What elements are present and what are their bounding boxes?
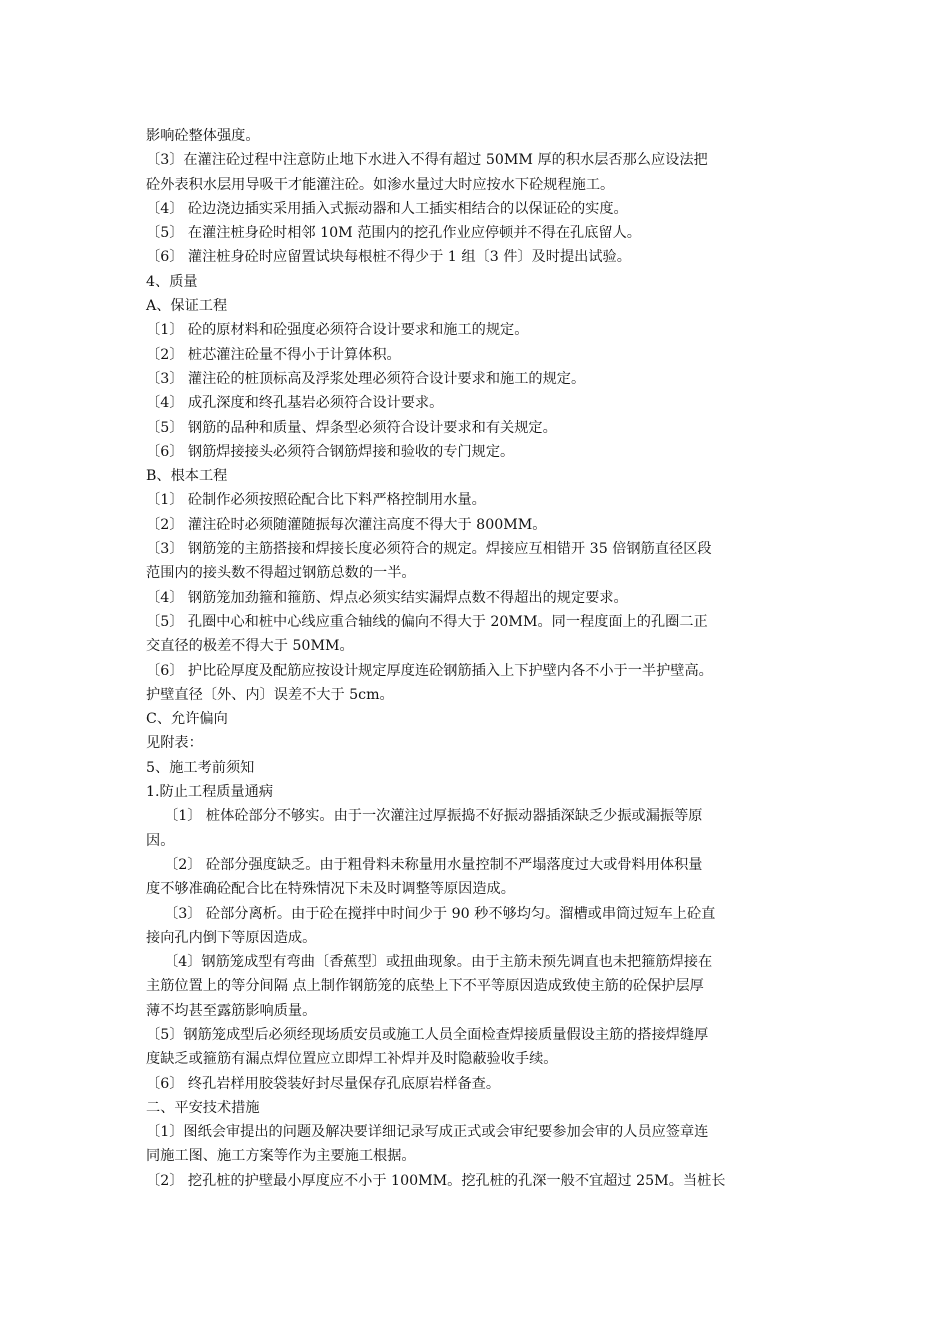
text-line: 〔3〕 砼部分离析。由于砼在搅拌中时间少于 90 秒不够均匀。溜槽或串筒过短车上砼直 [164, 905, 716, 922]
text-line: 〔6〕 终孔岩样用胶袋装好封尽量保存孔底原岩样备查。 [146, 1075, 501, 1092]
text-line: 〔2〕 砼部分强度缺乏。由于粗骨料未称量用水量控制不严塌落度过大或骨料用体积量 [164, 856, 703, 873]
text-line: 〔5〕 孔圈中心和桩中心线应重合轴线的偏向不得大于 20MM。同一程度面上的孔圈二正 [146, 613, 708, 630]
text-line: 接向孔内倒下等原因造成。 [146, 929, 317, 946]
text-line: 〔6〕 灌注桩身砼时应留置试块每根桩不得少于 1 组〔3 件〕及时提出试验。 [146, 249, 631, 266]
text-line: 〔3〕 钢筋笼的主筋搭接和焊接长度必须符合的规定。焊接应互相错开 35 倍钢筋直径区段 [146, 541, 712, 558]
text-line: 度缺乏或箍筋有漏点焊位置应立即焊工补焊并及时隐蔽验收手续。 [146, 1051, 558, 1068]
text-line: 〔4〕钢筋笼成型有弯曲〔香蕉型〕或扭曲现象。由于主筋未预先调直也未把箍筋焊接在 [164, 954, 713, 971]
text-line: 〔5〕钢筋笼成型后必须经现场质安员或施工人员全面检查焊接质量假设主筋的搭接焊缝厚 [146, 1026, 709, 1043]
text-line: 〔4〕 钢筋笼加劲箍和箍筋、焊点必须实结实漏焊点数不得超出的规定要求。 [146, 589, 628, 606]
subsection-heading: A、保证工程 [146, 298, 228, 315]
text-line: 〔1〕图纸会审提出的问题及解决要详细记录写成正式或会审纪要参加会审的人员应签章连 [146, 1124, 709, 1141]
text-line: 因。 [146, 832, 175, 849]
text-line: 砼外表积水层用导吸干才能灌注砼。如渗水量过大时应按水下砼规程施工。 [146, 176, 615, 193]
section-heading: 二、平安技术措施 [146, 1099, 260, 1116]
text-line: 见附表： [146, 735, 203, 752]
text-line: 范围内的接头数不得超过钢筋总数的一半。 [146, 565, 416, 582]
text-line: 〔3〕在灌注砼过程中注意防止地下水进入不得有超过 50MM 厚的积水层否那么应设法把 [146, 152, 708, 169]
text-line: 〔1〕 砼的原材料和砼强度必须符合设计要求和施工的规定。 [146, 322, 529, 339]
text-line: 〔1〕 砼制作必须按照砼配合比下料严格控制用水量。 [146, 492, 486, 509]
text-line: 〔2〕 挖孔桩的护壁最小厚度应不小于 100MM。挖孔桩的孔深一般不宜超过 25M。当桩长 [146, 1172, 726, 1189]
subsection-heading: 1.防止工程质量通病 [146, 784, 274, 801]
text-line: 〔5〕 钢筋的品种和质量、焊条型必须符合设计要求和有关规定。 [146, 419, 557, 436]
text-line: 〔5〕 在灌注桩身砼时相邻 10M 范围内的挖孔作业应停顿并不得在孔底留人。 [146, 225, 641, 242]
text-line: 薄不均甚至露筋影响质量。 [146, 1002, 317, 1019]
text-line: 主筋位置上的等分间隔 点上制作钢筋笼的底垫上下不平等原因造成致使主筋的砼保护层厚 [146, 978, 704, 995]
text-line: 〔6〕 护比砼厚度及配筋应按设计规定厚度连砼钢筋插入上下护壁内各不小于一半护壁高。 [146, 662, 713, 679]
subsection-heading: C、允许偏向 [146, 711, 228, 728]
text-line: 〔6〕 钢筋焊接接头必须符合钢筋焊接和验收的专门规定。 [146, 443, 515, 460]
text-line: 〔1〕 桩体砼部分不够实。由于一次灌注过厚振捣不好振动器插深缺乏少振或漏振等原 [164, 808, 703, 825]
text-line: 同施工图、施工方案等作为主要施工根据。 [146, 1148, 416, 1165]
text-line: 〔2〕 灌注砼时必须随灌随振每次灌注高度不得大于 800MM。 [146, 516, 547, 533]
text-line: 护壁直径〔外、内〕误差不大于 5cm。 [146, 686, 394, 703]
document-body [146, 124, 821, 1193]
text-line: 〔2〕 桩芯灌注砼量不得小于计算体积。 [146, 346, 401, 363]
text-line: 〔3〕 灌注砼的桩顶标高及浮浆处理必须符合设计要求和施工的规定。 [146, 370, 586, 387]
text-line: 〔4〕 砼边浇边插实采用插入式振动器和人工插实相结合的以保证砼的实度。 [146, 200, 628, 217]
section-heading: 4、质量 [146, 273, 198, 290]
text-line: 〔4〕 成孔深度和终孔基岩必须符合设计要求。 [146, 395, 444, 412]
text-line: 交直径的极差不得大于 50MM。 [146, 638, 354, 655]
subsection-heading: B、根本工程 [146, 468, 228, 485]
text-line: 度不够准确砼配合比在特殊情况下未及时调整等原因造成。 [146, 881, 515, 898]
section-heading: 5、施工考前须知 [146, 759, 255, 776]
text-line: 影响砼整体强度。 [146, 128, 260, 144]
